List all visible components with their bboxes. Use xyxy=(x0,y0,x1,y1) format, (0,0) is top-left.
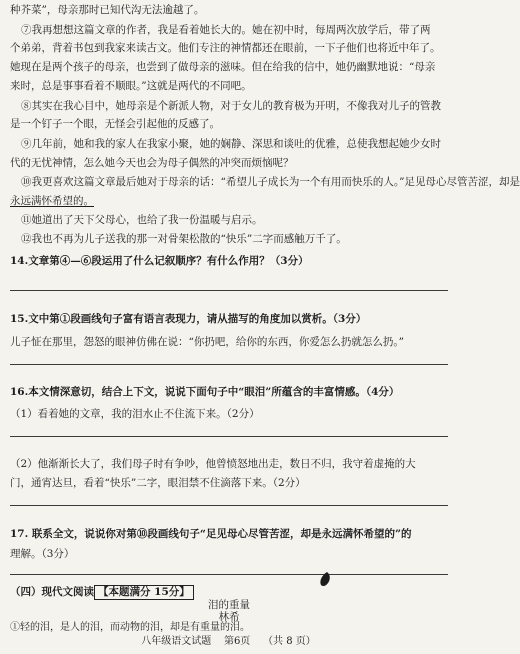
answer-line xyxy=(10,436,448,437)
question-16-2-cont: 门，通宵达旦，看着“快乐”二字，眼泪禁不住滴落下来。（2分） xyxy=(10,477,306,489)
passage-line: 种芥菜”，母亲那时已知代沟无法逾越了。 xyxy=(10,4,205,16)
answer-line xyxy=(10,574,448,575)
answer-line xyxy=(10,505,448,506)
question-15: 15.文中第①段画线句子富有语言表现力，请从描写的角度加以赏析。（3分） xyxy=(10,313,367,325)
passage-line: 来时，总是事事看着不顺眼。”这就是两代的不同吧。 xyxy=(10,80,252,92)
question-16-2: （2）他渐渐长大了，我们母子时有争吵，他曾愤怒地出走，数日不归，我守着虚掩的大 xyxy=(10,458,416,470)
passage-line-underlined: ⑩我更喜欢这篇文章最后她对于母亲的话：“希望儿子成长为一个有用而快乐的人。”足见母心尽管苦涩，却是 xyxy=(21,176,520,188)
passage-line: ⑫我也不再为儿子送我的那一对骨架松散的“快乐”二字而感触万千了。 xyxy=(21,233,347,245)
passage-line-underlined: 永远满怀希望的。 xyxy=(10,195,94,207)
article-first-line: ①轻的泪，是人的泪，而动物的泪，却是有重量的泪。 xyxy=(10,622,250,633)
score-box: 【本题满分 15分】 xyxy=(94,585,194,600)
question-15-quote: 儿子怔在那里，怨怒的眼神仿佛在说：“你扔吧，给你的东西，你爱怎么扔就怎么扔。” xyxy=(10,336,404,348)
passage-line: ⑦我再想想这篇文章的作者，我是看着她长大的。她在初中时，每周两次放学后，带了两 xyxy=(21,24,431,36)
question-17-cont: 理解。（3分） xyxy=(10,548,75,560)
ink-blot-icon xyxy=(318,571,332,587)
passage-line: ⑪她道出了天下父母心，也给了我一份温暖与启示。 xyxy=(21,214,263,226)
question-14: 14.文章第④—⑥段运用了什么记叙顺序？有什么作用？（3分） xyxy=(10,255,309,267)
page-footer: 八年级语文试题 第6页 （共 8 页） xyxy=(141,636,316,647)
passage-line: 是一个钉子一个眼，无怪会引起他的反感了。 xyxy=(10,118,220,130)
passage-line: 代的无忧神情，怎么她今天也会为母子偶然的冲突而烦恼呢？ xyxy=(10,157,294,169)
question-16-1: （1）看着她的文章，我的泪水止不住流下来。（2分） xyxy=(10,408,260,420)
passage-line: 她现在是两个孩子的母亲，也尝到了做母亲的滋味。但在给我的信中，她仍幽默地说：“母亲 xyxy=(10,61,436,73)
question-17: 17. 联系全文，说说你对第⑩段画线句子“足见母心尽管苦涩，却是永远满怀希望的”的 xyxy=(10,528,412,540)
article-author: 林希 xyxy=(218,611,240,623)
passage-line: ⑨几年前，她和我的家人在我家小聚，她的娴静、深思和谈吐的优雅，总使我想起她少女时 xyxy=(21,138,441,150)
question-16: 16.本文情深意切，结合上下文，说说下面句子中“眼泪”所蕴含的丰富情感。（4分） xyxy=(10,386,400,398)
answer-line xyxy=(10,364,448,365)
passage-line: 个弟弟，背着书包到我家来读古文。他们专注的神情都还在眼前，一下子他们也将近中年了。 xyxy=(10,42,441,54)
article-title: 泪的重量 xyxy=(208,599,250,611)
section-4-header: （四）现代文阅读 【本题满分 15分】 xyxy=(10,585,448,600)
answer-line xyxy=(10,290,448,291)
passage-line: ⑧其实在我心目中，她母亲是个新派人物，对于女儿的教育极为开明，不像我对儿子的管教 xyxy=(21,100,441,112)
